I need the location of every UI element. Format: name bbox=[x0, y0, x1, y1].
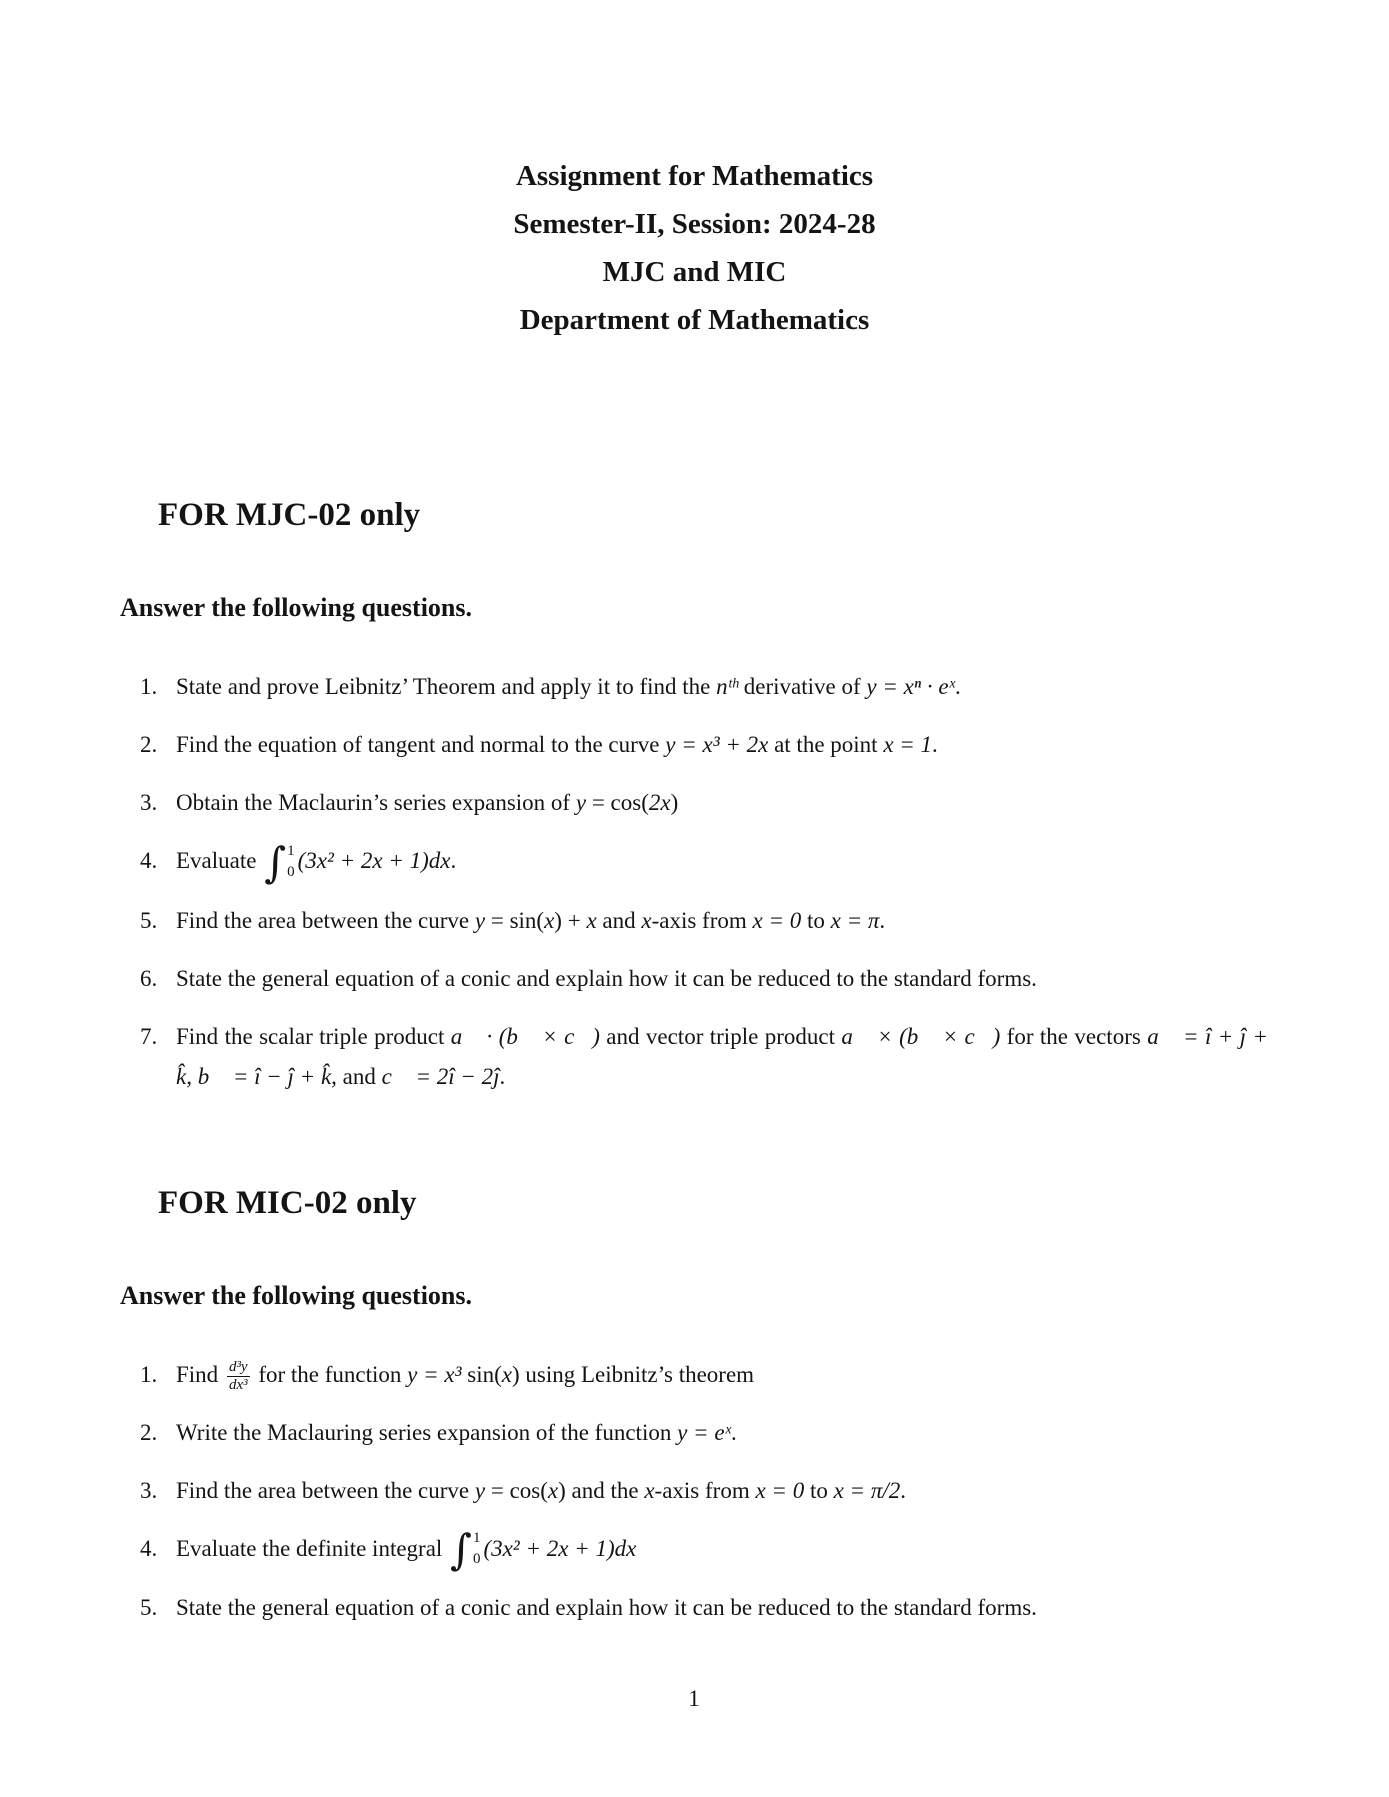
text-segment: y = x³ bbox=[407, 1361, 468, 1387]
text-segment: . bbox=[879, 907, 886, 933]
text-segment: Evaluate the definite integral bbox=[176, 1535, 449, 1561]
question-item bbox=[140, 725, 1268, 765]
integral-sign bbox=[450, 1525, 481, 1575]
question-number: 7. bbox=[140, 1023, 158, 1049]
document-header bbox=[0, 0, 1389, 344]
text-segment: a⃗ · (b⃗ × c⃗) bbox=[450, 1023, 600, 1049]
text-segment: x = 0 bbox=[755, 1477, 805, 1503]
question-text bbox=[176, 1355, 1268, 1395]
document-subtitle-department: Department of Mathematics bbox=[519, 304, 870, 336]
text-segment: ) and the bbox=[558, 1477, 645, 1503]
text-segment: Find the area between the curve bbox=[176, 907, 475, 933]
text-segment: to bbox=[801, 907, 831, 933]
section-heading: FOR MIC-02 only bbox=[158, 1184, 417, 1221]
document-title: Assignment for Mathematics bbox=[515, 160, 874, 192]
text-segment: derivative of bbox=[738, 674, 867, 699]
text-segment: (3x² + 2x + 1)dx bbox=[297, 848, 451, 873]
question-text bbox=[176, 1017, 1268, 1097]
question-number: 1. bbox=[140, 1361, 158, 1387]
text-segment: nᵗʰ bbox=[716, 674, 739, 699]
question-number: 6. bbox=[140, 965, 158, 991]
text-segment: -axis from bbox=[654, 1477, 756, 1503]
text-segment: for the function bbox=[252, 1361, 408, 1387]
integral-lower-bound: 0 bbox=[472, 1551, 481, 1568]
integral-bounds bbox=[473, 1530, 481, 1570]
text-segment: . bbox=[900, 1477, 906, 1503]
integral-lower-bound: 0 bbox=[287, 863, 295, 880]
text-segment: ) bbox=[670, 790, 679, 815]
question-text bbox=[176, 959, 1268, 999]
text-segment: Find bbox=[176, 1361, 224, 1387]
question-number: 2. bbox=[140, 1419, 158, 1445]
question-list bbox=[120, 667, 1268, 1097]
text-segment: Evaluate bbox=[176, 848, 263, 873]
question-number: 3. bbox=[140, 1477, 158, 1503]
text-segment: and bbox=[596, 907, 642, 933]
question-item bbox=[140, 959, 1268, 999]
section-subheading: Answer the following questions. bbox=[120, 593, 473, 622]
text-segment: x bbox=[544, 907, 555, 933]
text-segment: ) + bbox=[554, 907, 587, 933]
text-segment: and vector triple product bbox=[599, 1023, 842, 1049]
text-segment: x = π/2 bbox=[833, 1477, 901, 1503]
text-segment: x bbox=[644, 1477, 655, 1503]
integral-bounds bbox=[287, 843, 295, 883]
text-segment: . bbox=[932, 732, 938, 757]
text-segment: (3x² + 2x + 1)dx bbox=[483, 1535, 637, 1561]
section-heading: FOR MJC-02 only bbox=[158, 497, 421, 533]
text-segment: State and prove Leibnitz’ Theorem and apply it to find the bbox=[176, 674, 717, 699]
text-segment: , and bbox=[331, 1063, 382, 1089]
text-segment: y = xⁿ · eˣ bbox=[866, 674, 956, 699]
question-text bbox=[176, 1525, 1268, 1575]
question-text bbox=[176, 783, 1268, 823]
section-subheading: Answer the following questions. bbox=[120, 1280, 473, 1310]
text-segment: x bbox=[547, 1477, 559, 1503]
integral-glyph: ∫ bbox=[450, 1525, 472, 1575]
question-item bbox=[140, 901, 1268, 941]
text-segment: . bbox=[731, 1419, 737, 1445]
text-segment: x = 1 bbox=[883, 732, 933, 757]
text-segment: Find the area between the curve bbox=[176, 1477, 475, 1503]
text-segment: 2x bbox=[648, 790, 671, 815]
text-segment: c⃗ = 2î − 2ĵ bbox=[381, 1063, 500, 1089]
question-item bbox=[140, 667, 1268, 707]
integral-sign bbox=[264, 837, 295, 887]
document-subtitle-courses: MJC and MIC bbox=[602, 256, 787, 288]
section bbox=[120, 494, 1268, 1097]
integral-upper-bound: 1 bbox=[472, 1530, 481, 1547]
text-segment: . bbox=[955, 674, 961, 699]
text-segment: for the vectors bbox=[1000, 1023, 1148, 1049]
question-number: 5. bbox=[140, 1595, 158, 1621]
question-text bbox=[176, 1471, 1268, 1511]
question-number: 5. bbox=[140, 907, 158, 933]
question-text bbox=[176, 725, 1268, 765]
integral-upper-bound: 1 bbox=[287, 842, 295, 859]
text-segment: a⃗ = î + ĵ + k̂, b⃗ = î − ĵ + k̂ bbox=[176, 1023, 1268, 1089]
text-segment: y bbox=[474, 907, 486, 933]
question-item bbox=[140, 1525, 1268, 1575]
question-text bbox=[176, 1413, 1268, 1453]
question-item bbox=[140, 837, 1268, 887]
question-item bbox=[140, 1413, 1268, 1453]
fraction-numerator: d³y bbox=[228, 1358, 248, 1375]
text-segment: . bbox=[499, 1063, 506, 1089]
text-segment: -axis from bbox=[651, 907, 753, 933]
text-segment: ) using Leibnitz’s theorem bbox=[511, 1361, 755, 1387]
text-segment: = sin( bbox=[485, 907, 545, 933]
text-segment: = cos( bbox=[485, 1477, 548, 1503]
text-segment: x = 0 bbox=[752, 907, 802, 933]
text-segment: State the general equation of a conic and explain how it can be reduced to the standard forms. bbox=[176, 965, 1037, 991]
text-segment: y = x³ + 2x bbox=[665, 732, 769, 757]
text-segment: x bbox=[586, 907, 597, 933]
text-segment: at the point bbox=[768, 732, 884, 757]
text-segment: sin( bbox=[467, 1361, 502, 1387]
document-subtitle-session: Semester-II, Session: 2024-28 bbox=[513, 208, 876, 240]
question-text bbox=[176, 1588, 1268, 1628]
integral-glyph: ∫ bbox=[264, 837, 287, 887]
question-item bbox=[140, 1588, 1268, 1628]
question-text bbox=[176, 837, 1268, 887]
text-segment: State the general equation of a conic and explain how it can be reduced to the standard forms. bbox=[176, 1595, 1037, 1621]
fraction bbox=[227, 1359, 250, 1394]
question-number: 4. bbox=[140, 1535, 158, 1561]
sections-container bbox=[120, 494, 1268, 1628]
text-segment: x bbox=[501, 1361, 512, 1387]
text-segment: Write the Maclauring series expansion of the function bbox=[176, 1419, 678, 1445]
text-segment: to bbox=[804, 1477, 834, 1503]
question-number: 3. bbox=[140, 790, 158, 815]
question-item bbox=[140, 783, 1268, 823]
question-number: 4. bbox=[140, 848, 158, 873]
page-number: 1 bbox=[688, 1686, 700, 1711]
question-number: 2. bbox=[140, 732, 158, 757]
question-item bbox=[140, 1355, 1268, 1395]
question-item bbox=[140, 1471, 1268, 1511]
text-segment: x = π bbox=[830, 907, 880, 933]
text-segment: y bbox=[474, 1477, 486, 1503]
text-segment: . bbox=[450, 848, 457, 873]
text-segment: y bbox=[575, 790, 587, 815]
question-text bbox=[176, 901, 1268, 941]
question-number: 1. bbox=[140, 674, 158, 699]
question-list bbox=[120, 1355, 1268, 1629]
text-segment: a⃗ × (b⃗ × c⃗) bbox=[841, 1023, 1001, 1049]
text-segment: Find the equation of tangent and normal to the curve bbox=[176, 732, 666, 757]
text-segment: = cos( bbox=[586, 790, 649, 815]
section bbox=[120, 1182, 1268, 1629]
text-segment: x bbox=[641, 907, 652, 933]
question-item bbox=[140, 1017, 1268, 1097]
text-segment: Obtain the Maclaurin’s series expansion of bbox=[176, 790, 576, 815]
question-text bbox=[176, 667, 1268, 707]
fraction-denominator: dx³ bbox=[228, 1376, 248, 1393]
text-segment: Find the scalar triple product bbox=[176, 1023, 451, 1049]
text-segment: y = eˣ bbox=[677, 1419, 732, 1445]
